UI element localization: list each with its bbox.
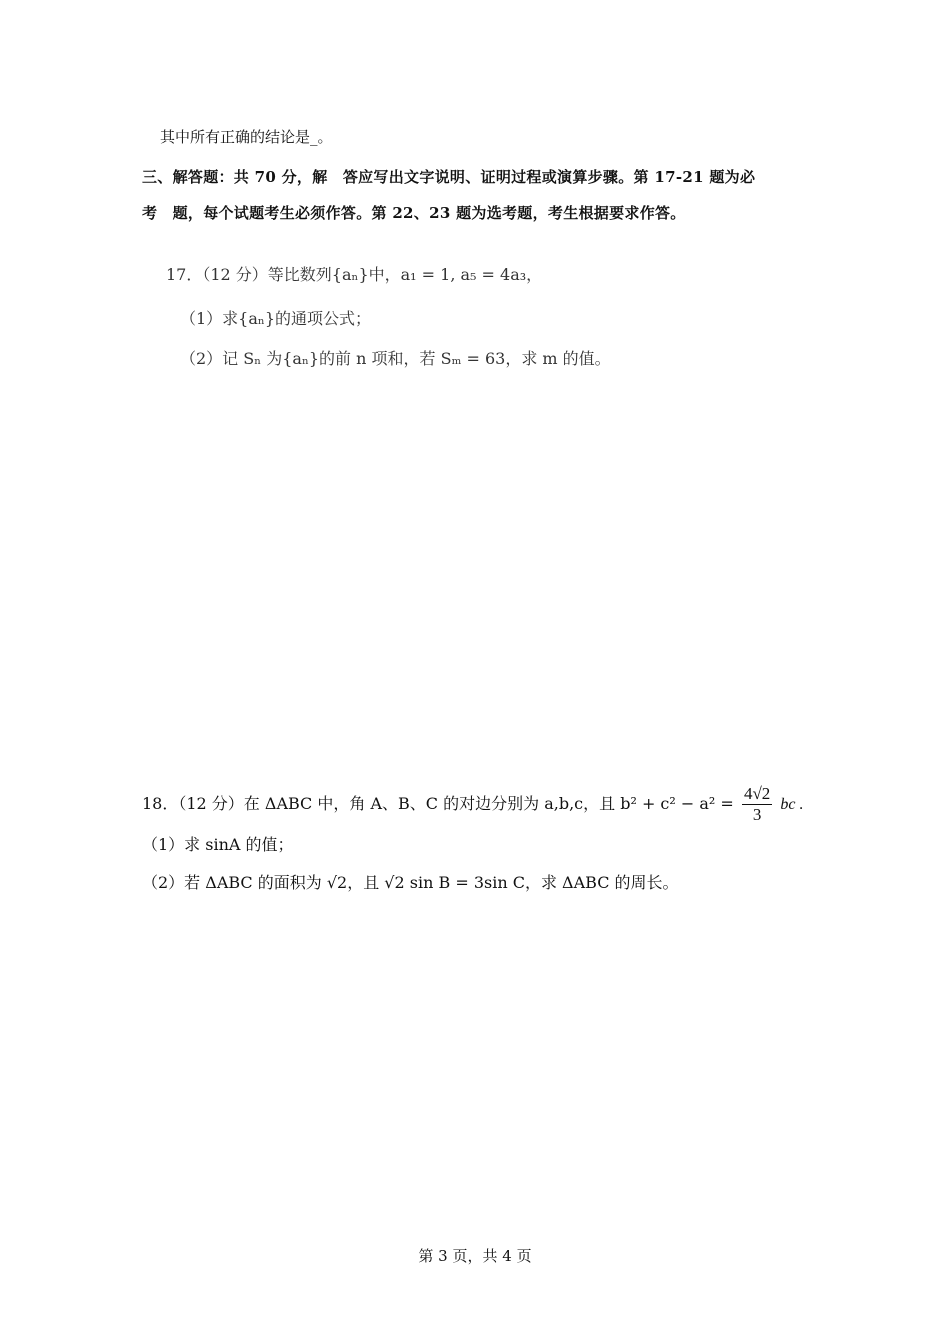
fraction-denominator: 3 <box>752 805 762 824</box>
conclusion-line: 其中所有正确的结论是_。 <box>160 128 333 146</box>
question-17-header: 17．（12 分）等比数列{aₙ}中，a₁ = 1, a₅ = 4a₃， <box>166 265 543 284</box>
question-17-part1: （1）求{aₙ}的通项公式； <box>180 309 372 328</box>
section3-heading-line1: 三、解答题：共 70 分，解 答应写出文字说明、证明过程或演算步骤。第 17-21 题为必 <box>142 168 756 186</box>
page-footer: 第 3 页，共 4 页 <box>418 1247 532 1265</box>
question-17-part2: （2）记 Sₙ 为{aₙ}的前 n 项和，若 Sₘ = 63，求 m 的值。 <box>180 349 611 368</box>
question-18-header-prefix: 18．（12 分）在 ΔABC 中，角 A、B、C 的对边分别为 a,b,c，且 b² + c² − a² = <box>142 794 734 813</box>
question-18-part1: （1）求 sinA 的值； <box>142 835 294 854</box>
question-18-part2: （2）若 ΔABC 的面积为 √2，且 √2 sin B = 3sin C，求 ΔABC 的周长。 <box>142 873 679 892</box>
fraction-numerator: 4√2 <box>743 784 771 803</box>
question-18-header-suffix: bc . <box>780 796 804 813</box>
fraction <box>742 784 772 825</box>
section3-heading-line2: 考 题，每个试题考生必须作答。第 22、23 题为选考题，考生根据要求作答。 <box>142 204 686 222</box>
question-18-header <box>142 784 803 825</box>
